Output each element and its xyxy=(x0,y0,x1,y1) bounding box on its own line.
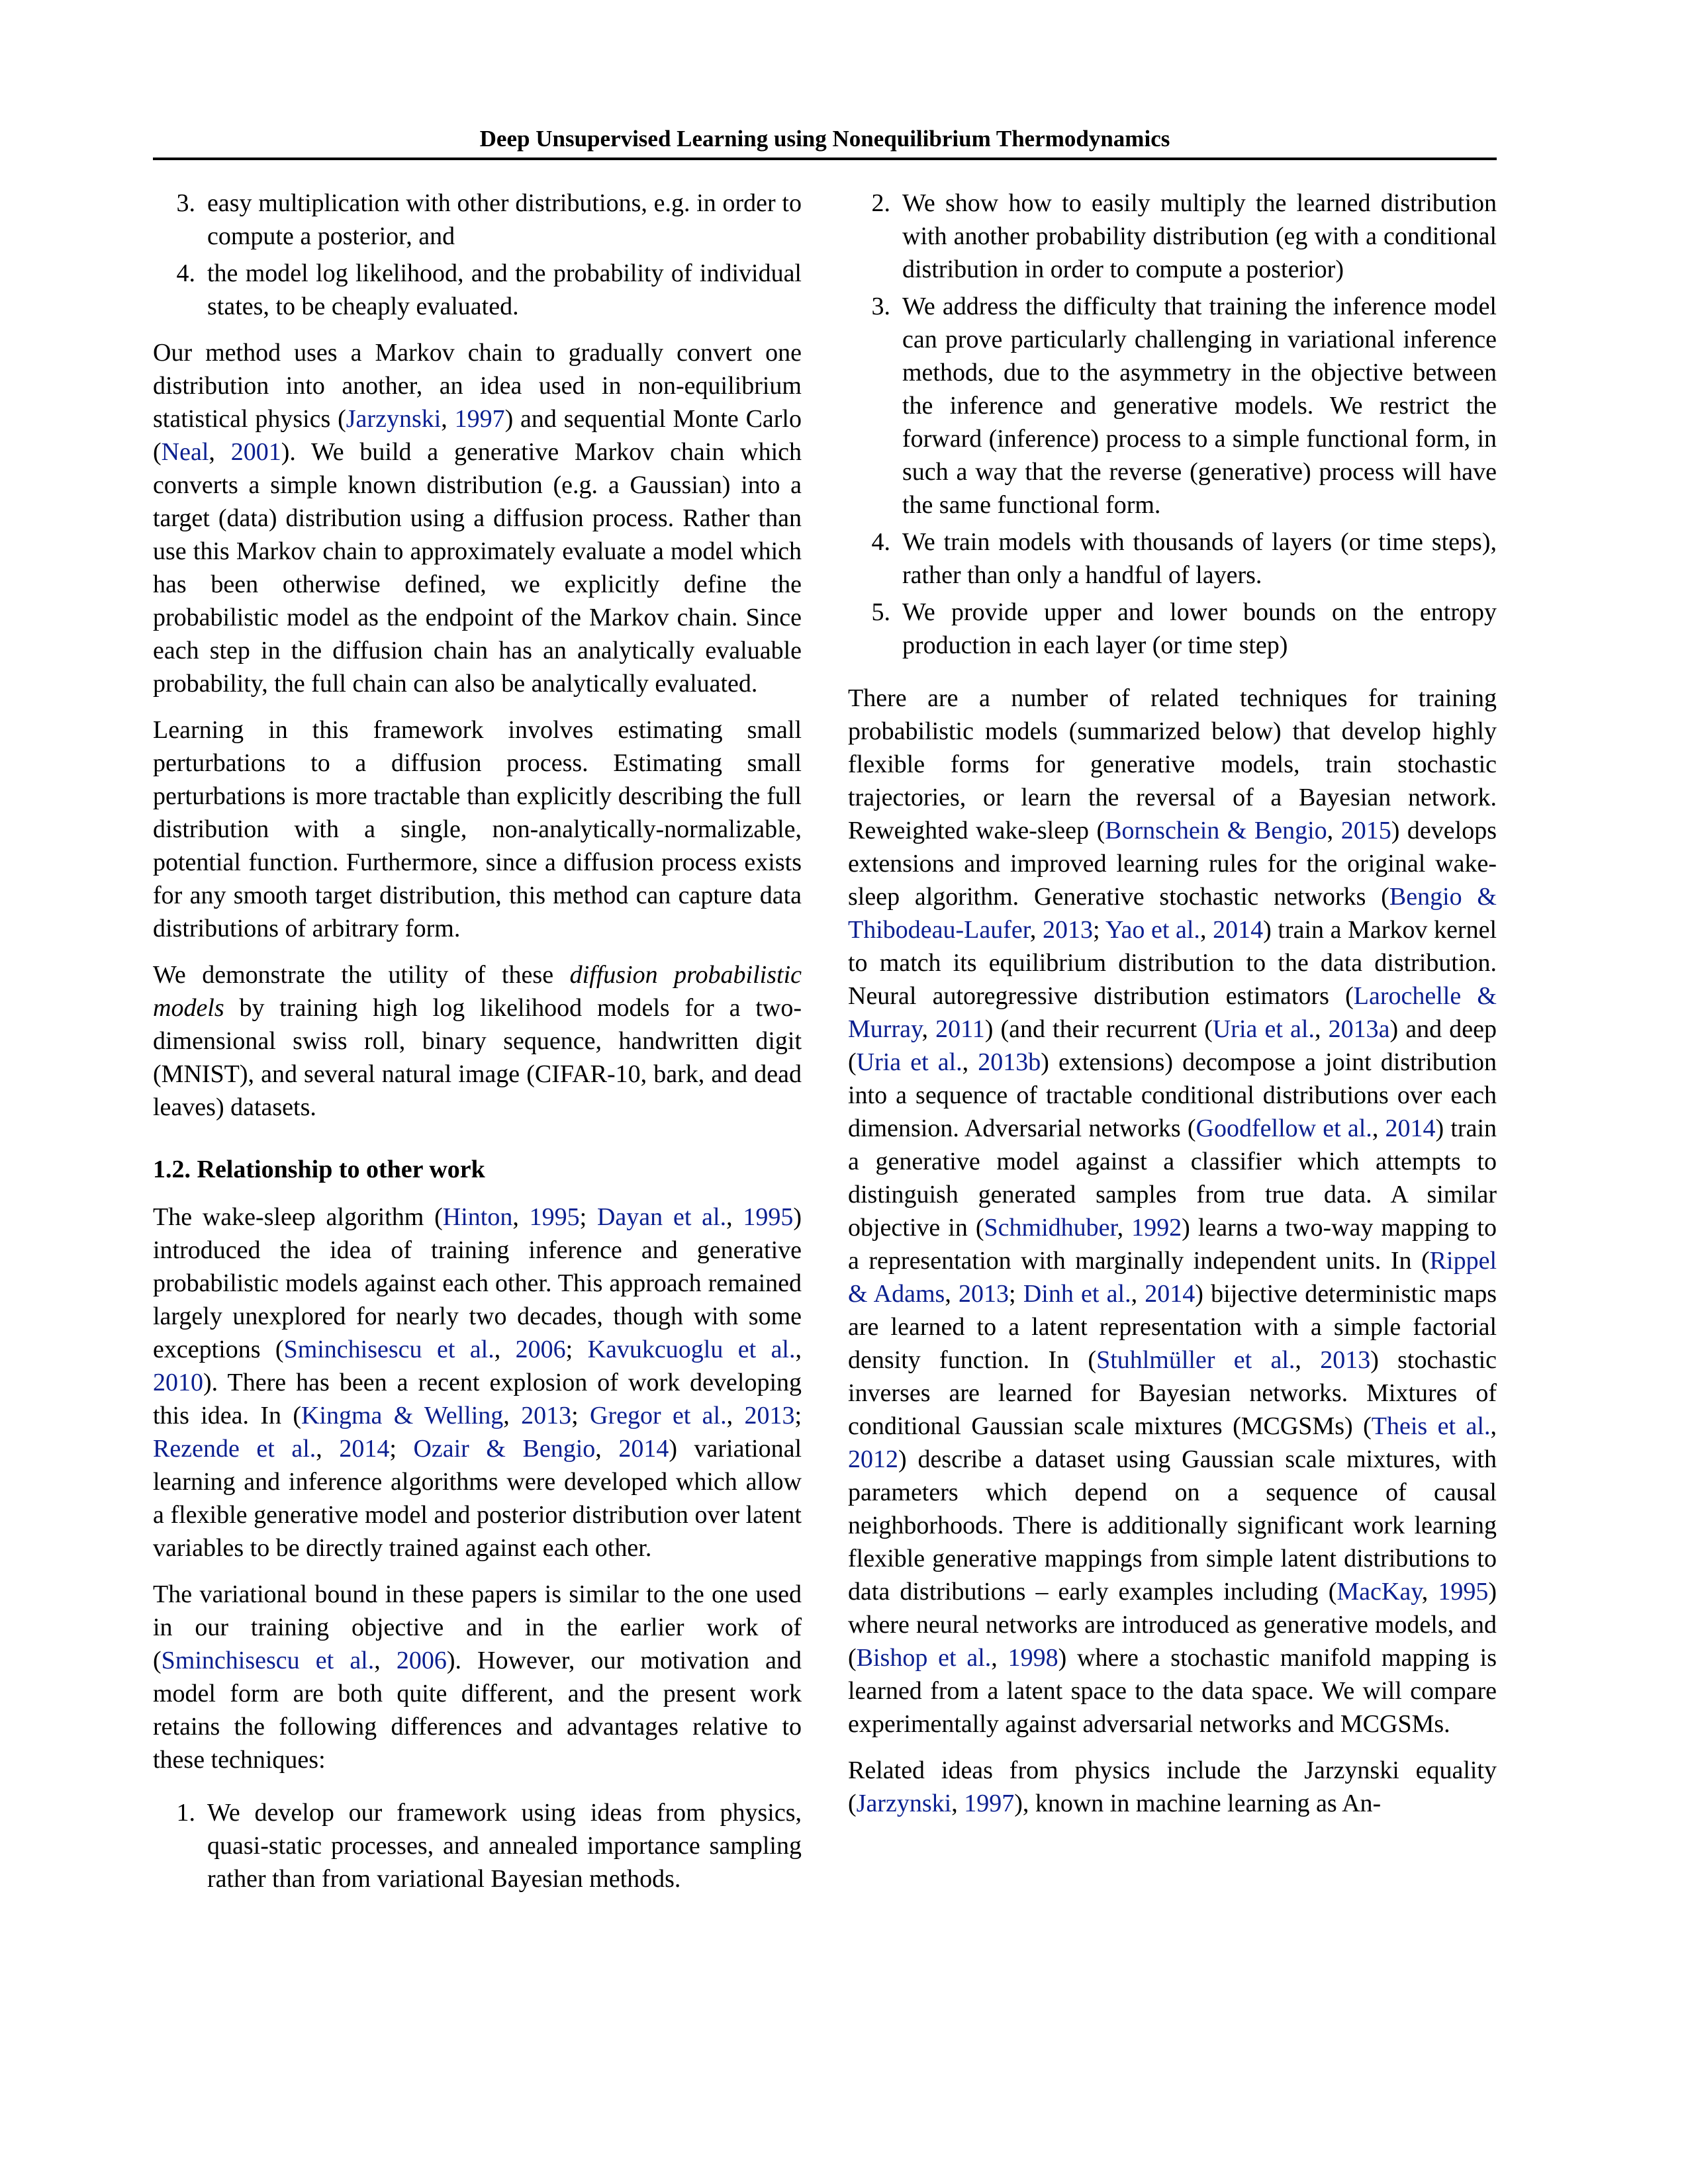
citation-link[interactable]: Uria et al., 2013b xyxy=(856,1048,1041,1076)
citation-link[interactable]: Sminchisescu et al., 2006 xyxy=(161,1647,447,1674)
citation-link[interactable]: Rippel & Adams, 2013 xyxy=(848,1247,1497,1308)
citation-link[interactable]: Rezende et al., 2014 xyxy=(153,1435,390,1463)
list-item xyxy=(153,257,802,323)
citation-link[interactable]: Yao et al., 2014 xyxy=(1105,916,1264,944)
text-run: ). We build a generative Markov chain which converts a simple known distribution (e.g. a Gaussian) into a target (data) distribution using a diffusion process. Rather than use this Markov chain to approximately evaluate a model which has been otherwise defined, we explicitly define the probabilistic model as the endpoint of the Markov chain. Since each step in the diffusion chain has an analytically evaluable probability, the full chain can also be analytically evaluated. xyxy=(153,438,802,698)
paragraph-related-techniques: There are a number of related techniques for training probabilistic models (summarized below) that develop highly flexible forms for generative models, train stochastic trajectories, or learn the reversal of a Bayesian network. Reweighted wake-sleep (Bornschein & Bengio, 2015) develops extensions and improved learning rules for the original wake-sleep algorithm. Generative stochastic networks (Bengio & Thibodeau-Laufer, 2013; Yao et al., 2014) train a Markov kernel to match its equilibrium distribution to the data distribution. Neural autoregressive distribution estimators (Larochelle & Murray, 2011) (and their recurrent (Uria et al., 2013a) and deep (Uria et al., 2013b) extensions) decompose a joint distribution into a sequence of tractable conditional distributions over each dimension. Adversarial networks (Goodfellow et al., 2014) train a generative model against a classifier which attempts to distinguish generated samples from true data. A similar objective in (Schmidhuber, 1992) learns a two-way mapping to a representation with marginally independent units. In (Rippel & Adams, 2013; Dinh et al., 2014) bijective deterministic maps are learned to a latent representation with a simple factorial density function. In (Stuhlmüller et al., 2013) stochastic inverses are learned for Bayesian networks. Mixtures of conditional Gaussian scale mixtures (MCGSMs) (Theis et al., 2012) describe a dataset using Gaussian scale mixtures, with parameters which depend on a sequence of causal neighborhoods. There is additionally significant work learning flexible generative mappings from simple latent distributions to data distributions – early examples including (MacKay, 1995) where neural networks are introduced as generative models, and (Bishop et al., 1998) where a stochastic manifold mapping is learned from a latent space to the data space. We will compare experimentally against adversarial networks and MCGSMs. xyxy=(848,684,1497,1738)
citation-link[interactable]: Goodfellow et al., 2014 xyxy=(1196,1115,1436,1142)
contribution-list-right xyxy=(848,187,1497,662)
list-item xyxy=(848,187,1497,286)
list-text: We train models with thousands of layers (or time steps), rather than only a handful of layers. xyxy=(902,528,1497,589)
paragraph-physics-ideas: Related ideas from physics include the Jarzynski equality (Jarzynski, 1997), known in machine learning as An- xyxy=(848,1756,1497,1817)
list-text: We provide upper and lower bounds on the entropy production in each layer (or time step) xyxy=(902,598,1497,659)
list-item xyxy=(848,596,1497,662)
header-rule xyxy=(153,158,1497,160)
list-text: We develop our framework using ideas from physics, quasi-static processes, and annealed importance sampling rather than from variational Bayesian methods. xyxy=(207,1799,802,1893)
list-item xyxy=(848,525,1497,592)
list-number: 2. xyxy=(871,189,890,217)
section-heading: 1.2. Relationship to other work xyxy=(153,1156,485,1183)
citation-link[interactable]: Hinton, 1995 xyxy=(442,1203,580,1231)
citation-link[interactable]: Uria et al., 2013a xyxy=(1212,1015,1390,1043)
citation-link[interactable]: Bishop et al., 1998 xyxy=(856,1644,1058,1672)
list-item xyxy=(848,290,1497,522)
list-text: the model log likelihood, and the probability of individual states, to be cheaply evaluated. xyxy=(207,259,802,320)
citation-link[interactable]: Dinh et al., 2014 xyxy=(1023,1280,1196,1308)
citation-link[interactable]: Dayan et al., 1995 xyxy=(596,1203,794,1231)
list-number: 3. xyxy=(176,189,195,217)
list-text: easy multiplication with other distributions, e.g. in order to compute a posterior, and xyxy=(207,189,802,250)
citation-link[interactable]: Neal, 2001 xyxy=(161,438,281,466)
right-column xyxy=(848,187,1497,1833)
list-number: 5. xyxy=(871,598,890,626)
contribution-list xyxy=(153,1796,802,1895)
text-run: Our method uses a Markov chain to gradually convert one distribution into another, an idea used in non-equilibrium statistical physics ( xyxy=(153,339,802,433)
paragraph-markov-chain xyxy=(153,336,802,700)
citation-link[interactable]: Kingma & Welling, 2013 xyxy=(301,1402,572,1430)
paragraph-learning-framework: Learning in this framework involves estimating small perturbations to a diffusion process. Estimating small perturbations is more tractable than explicitly describing the full distribution with a single, non-analytically-normalizable, potential function. Furthermore, since a diffusion process exists for any smooth target distribution, this method can capture data distributions of arbitrary form. xyxy=(153,716,802,942)
text-run: ) and sequential Monte Carlo ( xyxy=(153,405,802,466)
text-run: We demonstrate the utility of these xyxy=(153,961,570,989)
left-column xyxy=(153,187,802,1909)
paragraph-wake-sleep: The wake-sleep algorithm (Hinton, 1995; Dayan et al., 1995) introduced the idea of training inference and generative probabilistic models against each other. This approach remained largely unexplored for nearly two decades, though with some exceptions (Sminchisescu et al., 2006; Kavukcuoglu et al., 2010). There has been a recent explosion of work developing this idea. In (Kingma & Welling, 2013; Gregor et al., 2013; Rezende et al., 2014; Ozair & Bengio, 2014) variational learning and inference algorithms were developed which allow a flexible generative model and posterior distribution over latent variables to be directly trained against each other. xyxy=(153,1203,802,1562)
citation-link[interactable]: Bengio & Thibodeau-Laufer, 2013 xyxy=(848,883,1497,944)
list-number: 3. xyxy=(871,293,890,320)
list-text: We show how to easily multiply the learned distribution with another probability distribution (eg with a conditional distribution in order to compute a posterior) xyxy=(902,189,1497,283)
list-item xyxy=(153,187,802,253)
running-title: Deep Unsupervised Learning using Nonequilibrium Thermodynamics xyxy=(479,126,1170,152)
citation-link[interactable]: Kavukcuoglu et al., 2010 xyxy=(153,1336,802,1396)
paragraph-diffusion-models xyxy=(153,958,802,1124)
emphasis-text: diffusion probabilistic models xyxy=(153,961,802,1022)
citation-link[interactable]: Ozair & Bengio, 2014 xyxy=(413,1435,669,1463)
text-run: by training high log likelihood models for a two-dimensional swiss roll, binary sequence, handwritten digit (MNIST), and several natural image (CIFAR-10, bark, and dead leaves) datasets. xyxy=(153,994,802,1121)
citation-link[interactable]: Jarzynski, 1997 xyxy=(856,1790,1015,1817)
paragraph-variational-bound: The variational bound in these papers is similar to the one used in our training objective and in the earlier work of (Sminchisescu et al., 2006). However, our motivation and model form are both quite different, and the present work retains the following differences and advantages relative to these techniques: xyxy=(153,1580,802,1774)
list-text: We address the difficulty that training the inference model can prove particularly challenging in variational inference methods, due to the asymmetry in the objective between the inference and generative models. We restrict the forward (inference) process to a simple functional form, in such a way that the reverse (generative) process will have the same functional form. xyxy=(902,293,1497,519)
list-item xyxy=(153,1796,802,1895)
citation-link[interactable]: Larochelle & Murray, 2011 xyxy=(848,982,1497,1043)
list-number: 1. xyxy=(176,1799,195,1827)
citation-link[interactable]: Gregor et al., 2013 xyxy=(590,1402,795,1430)
citation-link[interactable]: MacKay, 1995 xyxy=(1336,1578,1489,1606)
citation-link[interactable]: Jarzynski, 1997 xyxy=(346,405,505,433)
citation-link[interactable]: Sminchisescu et al., 2006 xyxy=(283,1336,566,1363)
citation-link[interactable]: Stuhlmüller et al., 2013 xyxy=(1096,1346,1371,1374)
citation-link[interactable]: Schmidhuber, 1992 xyxy=(984,1214,1182,1242)
contribution-list-continued xyxy=(153,187,802,323)
list-number: 4. xyxy=(176,259,195,287)
citation-link[interactable]: Theis et al., 2012 xyxy=(848,1412,1497,1473)
citation-link[interactable]: Bornschein & Bengio, 2015 xyxy=(1105,817,1391,844)
list-number: 4. xyxy=(871,528,890,556)
